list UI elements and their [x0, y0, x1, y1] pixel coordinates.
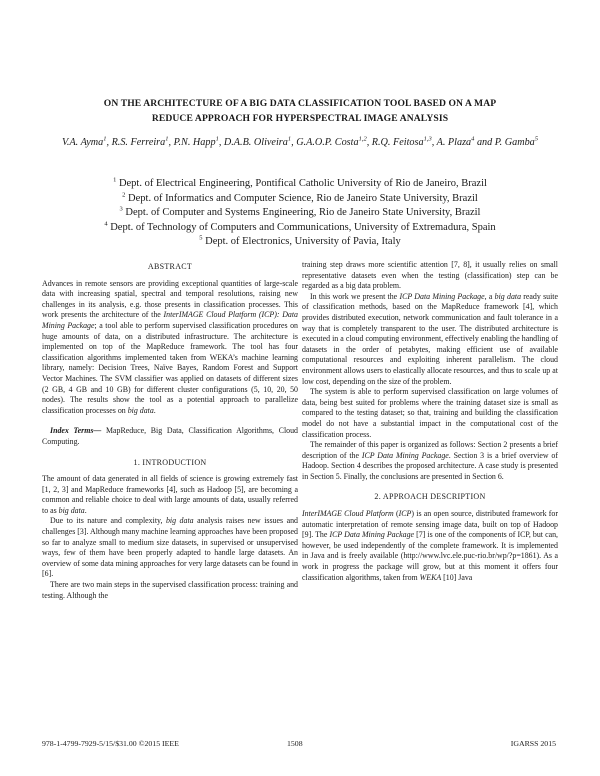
author-affiliation-mark: 1 — [287, 135, 292, 143]
author-affiliation-mark: 1 — [215, 135, 219, 143]
author-affiliation-mark: 4 — [471, 135, 475, 143]
page-number: 1508 — [287, 739, 303, 748]
author-affiliation-mark: 1,3 — [423, 135, 432, 143]
affiliation-line: $^3$ Dept. of Computer and Systems Engineering, Rio de Janeiro State University, Brazil — [119, 205, 481, 219]
author-name: V.A. Ayma — [61, 137, 104, 148]
author-name: R.S. Ferreira — [111, 137, 166, 148]
introduction-heading: 1. INTRODUCTION — [133, 457, 207, 467]
abstract-heading: ABSTRACT — [147, 262, 193, 271]
abstract-text: Advances in remote sensors are providing exceptional quantities of large-scale data with increasing spatial, spectral and temporal resolutions, raising new challenges in its analysis, e.g. those presents in classification processes. This work presents the architecture of the InterIMAGE Cloud Platform (ICP): Data Mining Package; a tool able to perform supervised classification procedures on huge amounts of data, on a distributed infrastructure. The architecture is implemented on top of the MapReduce framework. The tool has four classification algorithms implemented taken from WEKA’s machine learning library, namely: Decision Trees, Naïve Bayes, Random Forest and Support Vector Machines. The SVM classifier was applied on datasets of different sizes (2 GB, 4 GB and 10 GB) for different cluster configurations (5, 10, 20, 50 nodes). The results show the tool as a potential approach to parallelize classification processes on big data. — [42, 278, 298, 415]
approach-heading: 2. APPROACH DESCRIPTION — [374, 492, 486, 502]
footer-copyright: 978-1-4799-7929-5/15/$31.00 ©2015 IEEE — [42, 739, 179, 748]
intro-paragraph-5: The system is able to perform supervised classification on large volumes of data, being best suited for problems where the training dataset size is small as compared to the testing dataset; so that, training and building the classification model do not have a substantial impact in the computational cost of the classification process. — [302, 387, 558, 439]
author-name: G.A.O.P. Costa — [296, 137, 359, 148]
affiliation-line: $^2$ Dept. of Informatics and Computer Science, Rio de Janeiro State University, Brazil — [122, 191, 478, 204]
intro-paragraph-2: Due to its nature and complexity, big data analysis raises new issues and challenges [3]. Although many machine learning approaches have been proposed so far to analyze small to medium size datasets, in supervised or unsupervised ways, few of them have been properly adapted to handle large datasets. An overview of some data mining approaches for very large datasets can be found in [6]. — [42, 516, 298, 579]
approach-paragraph: InterIMAGE Cloud Platform (ICP) is an open source, distributed framework for automatic interpretation of remote sensing image data, built on top of Hadoop [9]. The ICP Data Mining Package [7] is one of the components of ICP, but can, however, be used independently of the complete framework. It is implemented in Java and is freely available (http://www.lvc.ele.puc-rio.br/wp/?p=1861). As a work in progress the package will grow, but at this moment it offers four classification algorithms, taken from WEKA [10] Java — [302, 509, 558, 582]
left-column — [42, 262, 298, 601]
author-affiliation-mark: 1 — [103, 135, 107, 143]
right-column — [302, 260, 558, 583]
author-affiliation-mark: 1,2 — [358, 135, 367, 143]
author-list: V.A. Ayma$^1$, R.S. Ferreira$^1$, P.N. Happ$^1$, D.A.B. Oliveira$^1$, G.A.O.P. Costa$^{1,2}$, R.Q. Feitosa$^{1,3}$, A. Plaza$^4$ and P. Gamba$^5$ — [61, 135, 539, 148]
affiliation-line: $^5$ Dept. of Electronics, University of Pavia, Italy — [199, 234, 401, 248]
affiliation-line: $^4$ Dept. of Technology of Computers and Communications, University of Extremadura, Spain — [104, 220, 496, 233]
intro-paragraph-1: The amount of data generated in all fields of science is growing extremely fast [1, 2, 3] and MapReduce frameworks [4], such as Hadoop [5], are becoming a common and reliable choice to deal with large amounts of data, usually referred to as big data. — [42, 474, 298, 515]
author-name: A. Plaza — [436, 137, 472, 148]
author-name: D.A.B. Oliveira — [223, 137, 288, 148]
author-name: and P. Gamba — [476, 137, 535, 148]
intro-paragraph-3: There are two main steps in the supervised classification process: training and testing. Although the — [42, 580, 298, 600]
paper-title — [40, 96, 560, 126]
author-affiliation-mark: 1 — [165, 135, 169, 143]
author-name: P.N. Happ — [173, 137, 216, 148]
affiliation-line: $^1$ Dept. of Electrical Engineering, Pontifical Catholic University of Rio de Janeiro, Brazil — [113, 176, 487, 189]
conference-name: IGARSS 2015 — [510, 739, 556, 748]
author-name: R.Q. Feitosa — [371, 137, 424, 148]
intro-paragraph-6: The remainder of this paper is organized as follows: Section 2 presents a brief description of the ICP Data Mining Package. Section 3 is a brief overview of Hadoop. Section 4 describes the proposed architecture. A case study is presented in Section 5. Finally, the conclusions are presented in Section 6. — [302, 440, 558, 481]
title-line-1: ON THE ARCHITECTURE OF A BIG DATA CLASSIFICATION TOOL BASED ON A MAP — [103, 98, 497, 109]
affiliation-list — [40, 177, 560, 250]
title-line-2: REDUCE APPROACH FOR HYPERSPECTRAL IMAGE ANALYSIS — [151, 113, 449, 124]
index-terms: Index Terms— MapReduce, Big Data, Classification Algorithms, Cloud Computing. — [42, 426, 298, 446]
author-affiliation-mark: 5 — [534, 135, 539, 143]
intro-continued: training step draws more scientific attention [7, 8], it usually relies on small representative datasets even when the testing (classification) step can be regarded as a big data problem. — [302, 260, 558, 291]
intro-paragraph-4: In this work we present the ICP Data Mining Package, a big data ready suite of classification methods, based on the MapReduce framework [4], which provides distributed execution, network communication and fault tolerance in a way that is completely transparent to the user. The distributed architecture is executed in a cloud computing environment, effectively enabling the handling of datasets in the order of petabytes, making efficient use of available computational resources and exploiting inherent parallelism. The cloud environment allows users to elastically allocate resources, and thus to scale up at low cost, depending on the size of the problem. — [302, 291, 559, 386]
